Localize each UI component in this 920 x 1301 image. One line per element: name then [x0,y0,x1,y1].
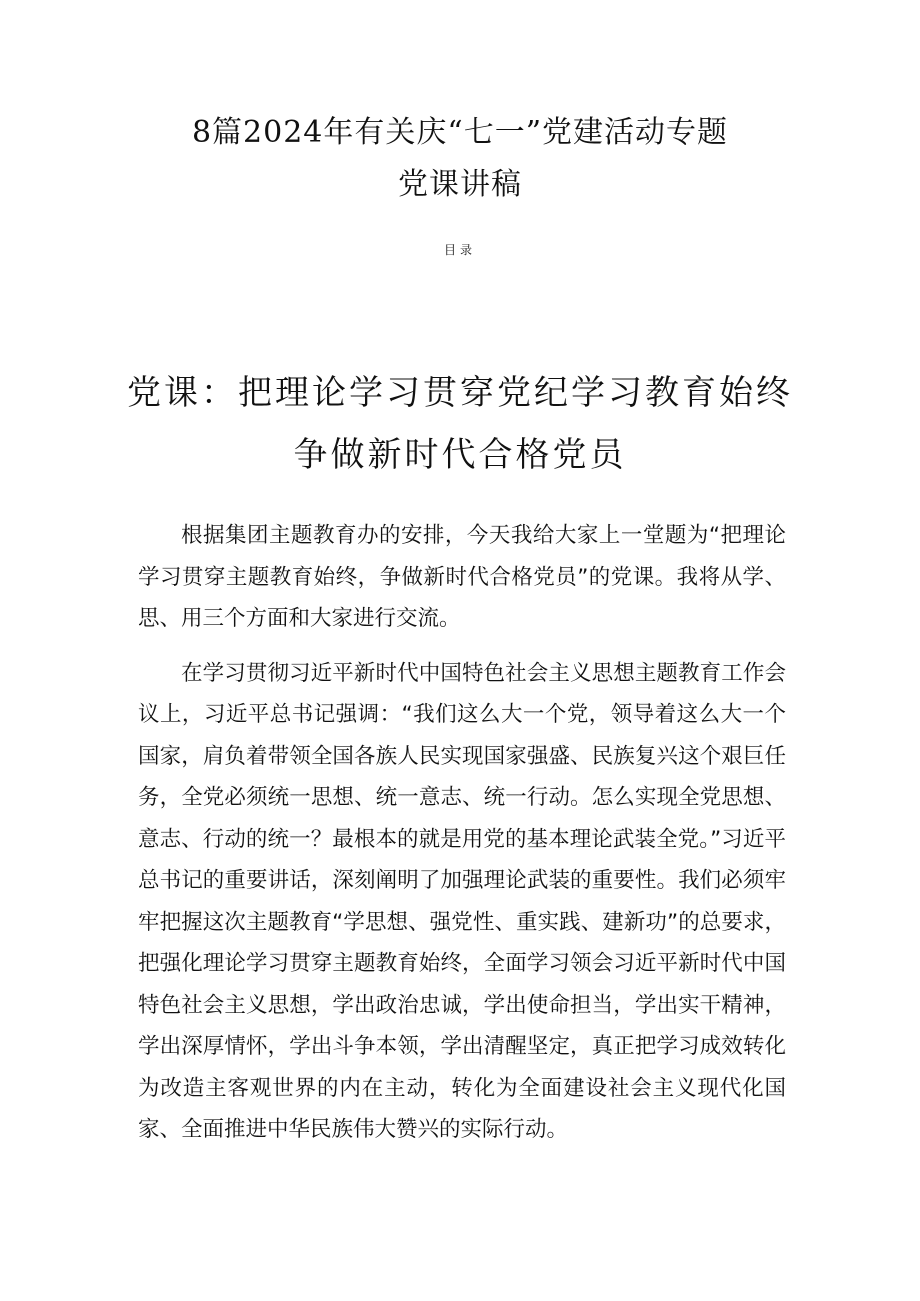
document-title-line-1: 8篇2024年有关庆“七一”党建活动专题 [191,115,729,150]
section-title-line-1: 党课：把理论学习贯穿党纪学习教育始终 [127,373,793,413]
document-title-line-2: 党课讲稿 [398,167,522,202]
section-title [0,362,920,486]
document-title [0,107,920,211]
body-text [138,515,786,1164]
section-title-line-2: 争做新时代合格党员 [293,435,627,475]
paragraph-1: 根据集团主题教育办的安排，今天我给大家上一堂题为“把理论学习贯穿主题教育始终，争做新时代合格党员”的党课。我将从学、思、用三个方面和大家进行交流。 [138,523,786,631]
table-of-contents-label: 目录 [443,243,476,257]
paragraph-2: 在学习贯彻习近平新时代中国特色社会主义思想主题教育工作会议上，习近平总书记强调：“我们这么大一个党，领导着这么大一个国家，肩负着带领全国各族人民实现国家强盛、民族复兴这个艰巨任务，全党必须统一思想、统一意志、统一行动。怎么实现全党思想、意志、行动的统一？最根本的就是用党的基本理论武装全党。”习近平总书记的重要讲话，深刻阐明了加强理论武装的重要性。我们必须牢牢把握这次主题教育“学思想、强党性、重实践、建新功”的总要求，把强化理论学习贯穿主题教育始终，全面学习领会习近平新时代中国特色社会主义思想，学出政治忠诚，学出使命担当，学出实干精神，学出深厚情怀，学出斗争本领，学出清醒坚定，真正把学习成效转化为改造主客观世界的内在主动，转化为全面建设社会主义现代化国家、全面推进中华民族伟大赞兴的实际行动。 [138,660,786,1142]
